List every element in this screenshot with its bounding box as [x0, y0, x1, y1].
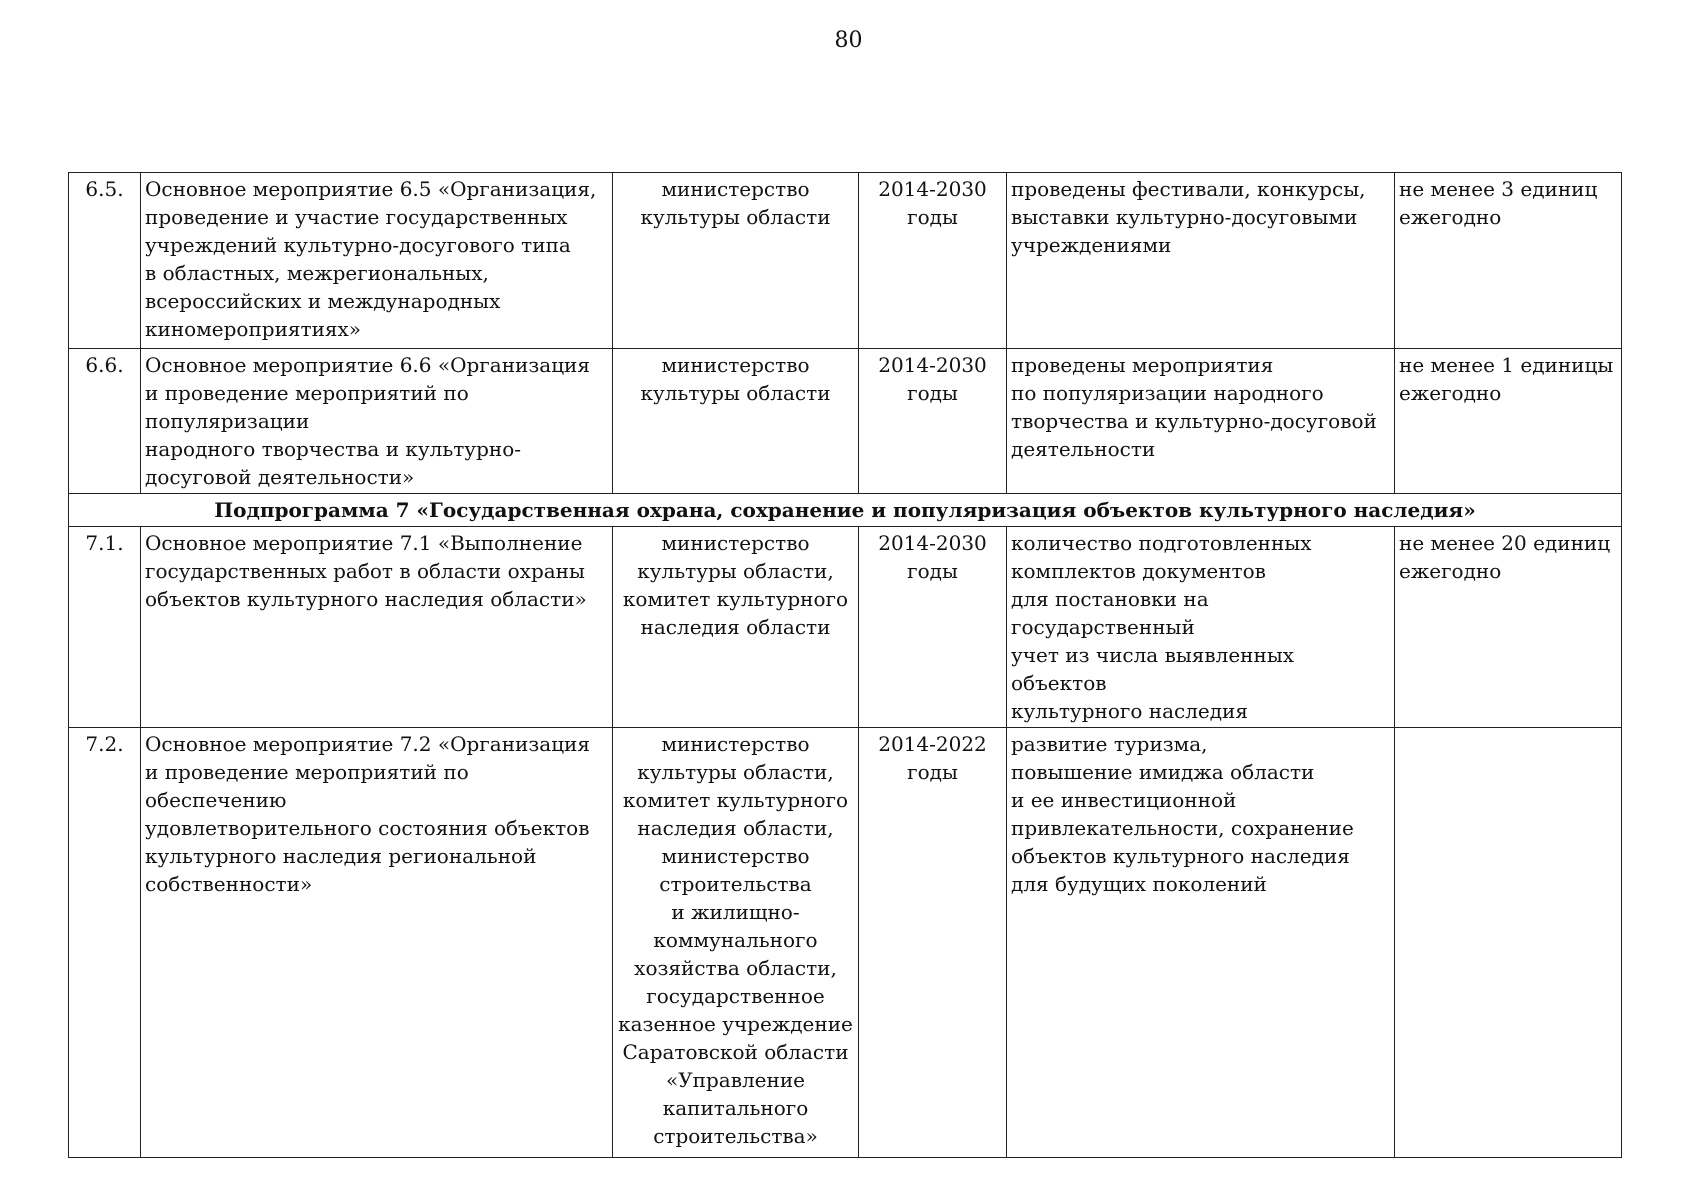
row-number: 7.2.: [69, 728, 141, 1158]
term: 2014-2030 годы: [859, 527, 1007, 728]
executor: министерство культуры области, комитет культурного наследия области, министерство строительства и жилищно- коммунального хозяйства области, государственное казенное учреждение Саратовской области «Управление капитального строительства»: [613, 728, 859, 1158]
executor: министерство культуры области: [613, 349, 859, 494]
term: 2014-2022 годы: [859, 728, 1007, 1158]
executor: министерство культуры области, комитет культурного наследия области: [613, 527, 859, 728]
measure-name: Основное мероприятие 6.5 «Организация, проведение и участие государственных учреждений культурно-досугового типа в областных, межрегиональных, всероссийских и международных киномероприятиях»: [141, 173, 613, 349]
row-number: 7.1.: [69, 527, 141, 728]
indicator: не менее 20 единиц ежегодно: [1395, 527, 1622, 728]
subprogram-row: [69, 494, 1622, 527]
expected-result: проведены фестивали, конкурсы, выставки культурно-досуговыми учреждениями: [1007, 173, 1395, 349]
subprogram-title: Подпрограмма 7 «Государственная охрана, сохранение и популяризация объектов культурного наследия»: [69, 494, 1622, 527]
measures-table: [68, 172, 1622, 1158]
expected-result: количество подготовленных комплектов документов для постановки на государственный учет из числа выявленных объектов культурного наследия: [1007, 527, 1395, 728]
table-row: [69, 527, 1622, 728]
indicator: не менее 1 единицы ежегодно: [1395, 349, 1622, 494]
measure-name: Основное мероприятие 7.1 «Выполнение государственных работ в области охраны объектов культурного наследия области»: [141, 527, 613, 728]
row-number: 6.5.: [69, 173, 141, 349]
expected-result: проведены мероприятия по популяризации народного творчества и культурно-досуговой деятельности: [1007, 349, 1395, 494]
expected-result: развитие туризма, повышение имиджа области и ее инвестиционной привлекательности, сохранение объектов культурного наследия для будущих поколений: [1007, 728, 1395, 1158]
term: 2014-2030 годы: [859, 173, 1007, 349]
term: 2014-2030 годы: [859, 349, 1007, 494]
table-row: [69, 728, 1622, 1158]
indicator: не менее 3 единиц ежегодно: [1395, 173, 1622, 349]
row-number: 6.6.: [69, 349, 141, 494]
executor: министерство культуры области: [613, 173, 859, 349]
indicator: [1395, 728, 1622, 1158]
page-number: 80: [834, 28, 863, 53]
measure-name: Основное мероприятие 7.2 «Организация и проведение мероприятий по обеспечению удовлетворительного состояния объектов культурного наследия региональной собственности»: [141, 728, 613, 1158]
measure-name: Основное мероприятие 6.6 «Организация и проведение мероприятий по популяризации народного творчества и культурно- досуговой деятельности»: [141, 349, 613, 494]
table-row: [69, 173, 1622, 349]
table-row: [69, 349, 1622, 494]
